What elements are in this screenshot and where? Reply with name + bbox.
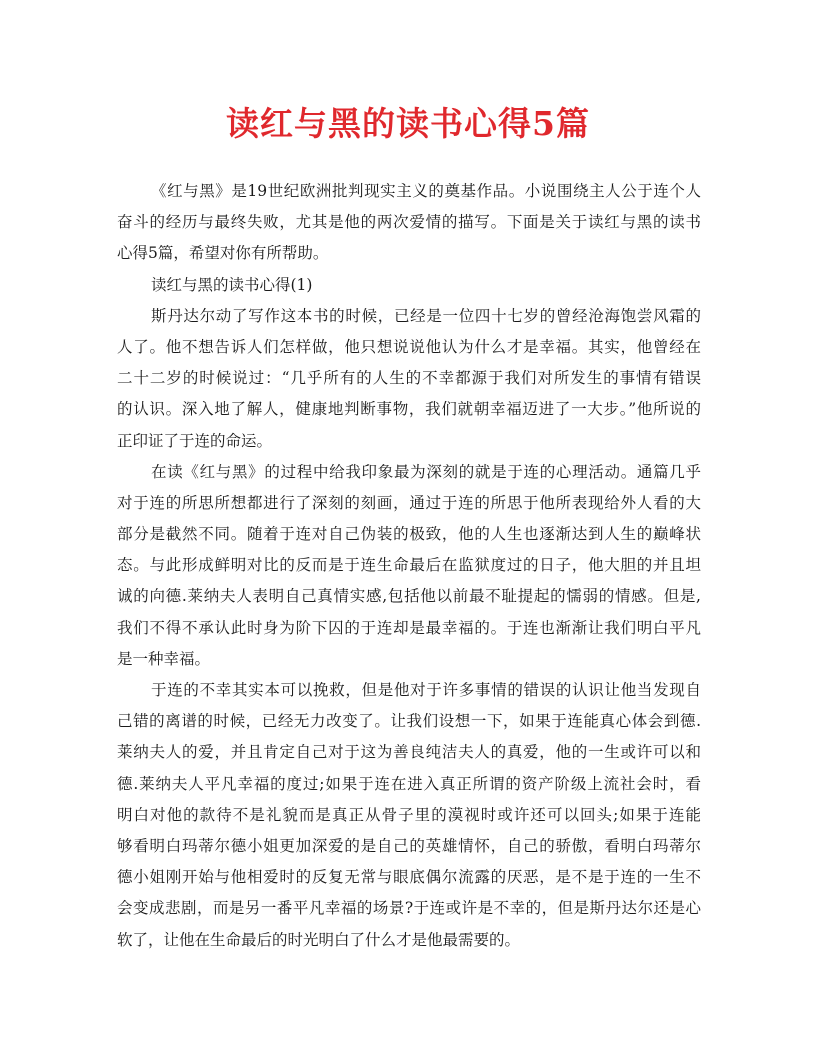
- text-line: 部分是截然不同。随着于连对自己伪装的极致，他的人生也逐渐达到人生的巅峰状: [117, 525, 701, 544]
- text-line: 斯丹达尔动了写作这本书的时候，已经是一位四十七岁的曾经沧海饱尝风霜的: [151, 306, 701, 325]
- document-body: [117, 176, 701, 956]
- text-line: 奋斗的经历与最终失败，尤其是他的两次爱情的描写。下面是关于读红与黑的读书: [117, 213, 701, 232]
- text-line: 于连的不幸其实本可以挽救，但是他对于许多事情的错误的认识让他当发现自: [151, 681, 701, 699]
- text-line: 软了，让他在生命最后的时光明白了什么才是他最需要的。: [117, 930, 521, 949]
- text-line: 诚的向德.莱纳夫人表明自己真情实感,包括他以前最不耻提起的懦弱的情感。但是,: [117, 587, 701, 606]
- text-line: 心得5篇，希望对你有所帮助。: [117, 244, 329, 263]
- text-line: 读红与黑的读书心得(1): [151, 275, 313, 294]
- text-line: 我们不得不承认此时身为阶下囚的于连却是最幸福的。于连也渐渐让我们明白平凡: [117, 618, 701, 637]
- document-title: 读红与黑的读书心得5篇: [226, 104, 590, 143]
- text-line: 会变成悲剧，而是另一番平凡幸福的场景?于连或许是不幸的，但是斯丹达尔还是心: [117, 899, 701, 918]
- text-line: 己错的离谱的时候，已经无力改变了。让我们设想一下，如果于连能真心体会到德.: [117, 712, 701, 731]
- text-line: 在读《红与黑》的过程中给我印象最为深刻的就是于连的心理活动。通篇几乎: [151, 462, 701, 481]
- text-line: 够看明白玛蒂尔德小姐更加深爱的是自己的英雄情怀，自己的骄傲，看明白玛蒂尔: [117, 836, 701, 855]
- text-line: 人了。他不想告诉人们怎样做，他只想说说他认为什么才是幸福。其实，他曾经在: [117, 337, 701, 356]
- text-line: 的认识。深入地了解人，健康地判断事物，我们就朝幸福迈进了一大步。”他所说的: [117, 400, 701, 419]
- text-line: 明白对他的款待不是礼貌而是真正从骨子里的漠视时或许还可以回头;如果于连能: [117, 805, 701, 824]
- text-line: 《红与黑》是19世纪欧洲批判现实主义的奠基作品。小说围绕主人公于连个人: [151, 182, 701, 200]
- text-line: 态。与此形成鲜明对比的反而是于连生命最后在监狱度过的日子，他大胆的并且坦: [117, 556, 701, 575]
- text-line: 德.莱纳夫人平凡幸福的度过;如果于连在进入真正所谓的资产阶级上流社会时，看: [117, 774, 701, 793]
- text-line: 对于连的所思所想都进行了深刻的刻画，通过于连的所思于他所表现给外人看的大: [117, 493, 701, 512]
- text-line: 莱纳夫人的爱，并且肯定自己对于这为善良纯洁夫人的真爱，他的一生或许可以和: [117, 743, 701, 762]
- text-line: 正印证了于连的命运。: [117, 431, 273, 450]
- text-line: 二十二岁的时候说过：“几乎所有的人生的不幸都源于我们对所发生的事情有错误: [117, 369, 701, 388]
- text-line: 德小姐刚开始与他相爱时的反复无常与眼底偶尔流露的厌恶，是不是于连的一生不: [117, 868, 701, 887]
- text-line: 是一种幸福。: [117, 649, 211, 668]
